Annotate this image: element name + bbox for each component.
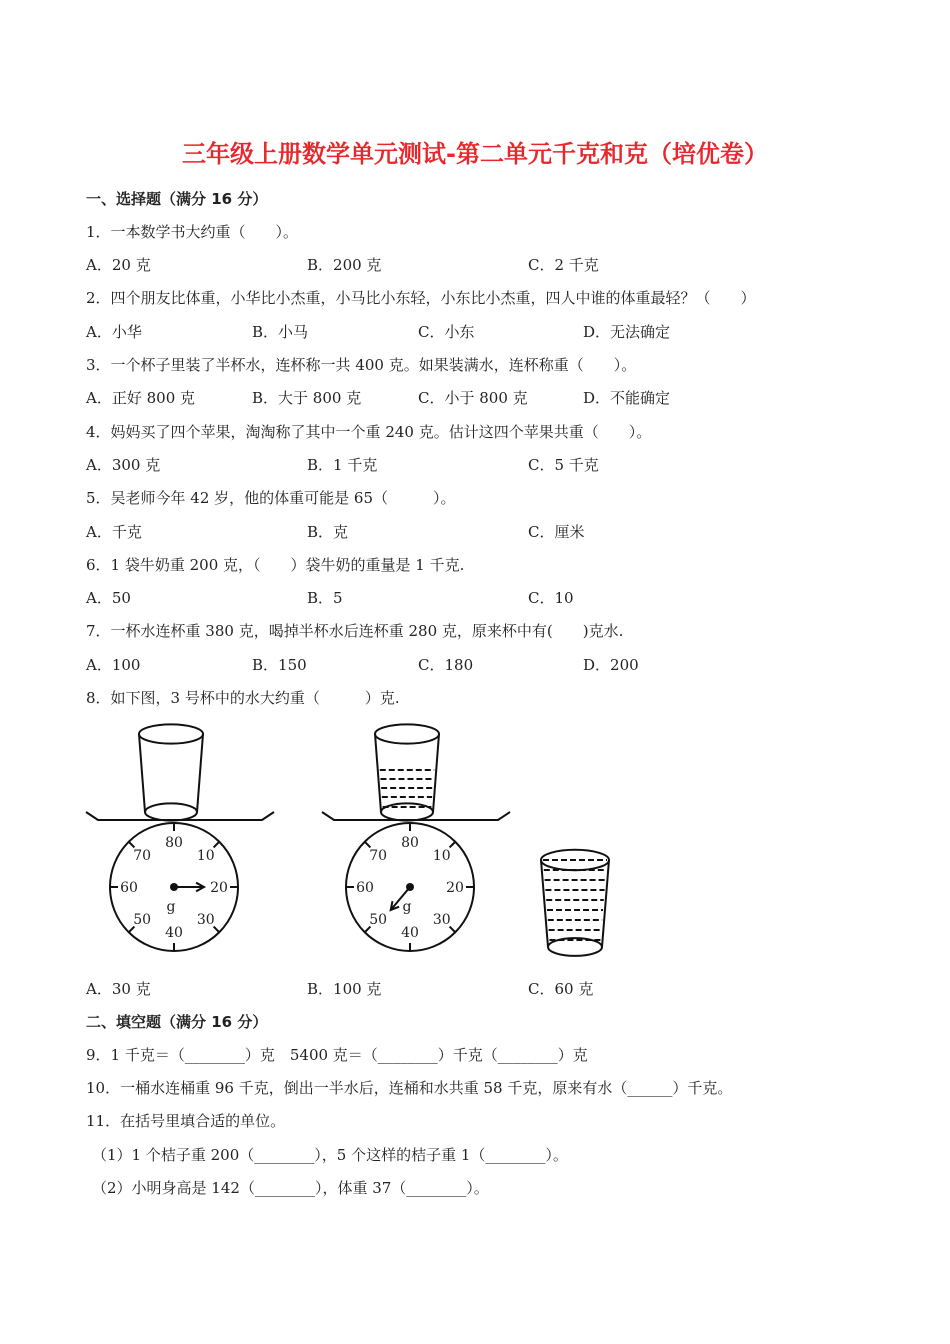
- dial-label: 60: [120, 880, 138, 896]
- dial-label: 80: [165, 835, 183, 851]
- section-heading-fill: 二、填空题（满分 16 分）: [86, 1013, 268, 1031]
- cup-base: [548, 938, 602, 956]
- question-7-option[interactable]: D．200: [583, 656, 639, 674]
- cup-side: [433, 734, 439, 812]
- cup-side: [375, 734, 381, 812]
- question-4: 4．妈妈买了四个苹果，淘淘称了其中一个重 240 克。估计这四个苹果共重（ ）。: [86, 423, 652, 441]
- dial-label: 30: [196, 911, 215, 928]
- dial-tick: [450, 842, 456, 848]
- cup-base: [381, 803, 433, 820]
- question-7: 7．一杯水连杯重 380 克，喝掉半杯水后连杯重 280 克，原来杯中有( )克水.: [86, 622, 624, 640]
- question-5-option[interactable]: C．厘米: [528, 523, 585, 541]
- question-4-option[interactable]: C．5 千克: [528, 456, 599, 474]
- dial-unit: g: [166, 899, 176, 915]
- question-2: 2．四个朋友比体重，小华比小杰重，小马比小东轻，小东比小杰重，四人中谁的体重最轻？（ ）: [86, 289, 756, 307]
- dial-label: 40: [165, 925, 183, 941]
- question-1-option[interactable]: B．200 克: [307, 256, 382, 274]
- fill-question-3: 11．在括号里填合适的单位。: [86, 1112, 286, 1130]
- fill-question-1: 9．1 千克＝（________）克 5400 克＝（________）千克（________）克: [86, 1046, 588, 1064]
- dial-tick: [214, 842, 220, 848]
- scale-1-empty-cup: [86, 812, 274, 951]
- page-title: 三年级上册数学单元测试-第二单元千克和克（培优卷）: [182, 140, 768, 168]
- dial-label: 70: [369, 848, 388, 865]
- dial-label: 80: [401, 835, 419, 851]
- dial-label: 10: [196, 848, 215, 865]
- cup: [139, 724, 203, 820]
- dial-tick: [129, 842, 135, 848]
- question-5: 5．吴老师今年 42 岁，他的体重可能是 65（ ）。: [86, 489, 456, 507]
- question-6-option[interactable]: C．10: [528, 589, 574, 607]
- question-3-option[interactable]: A．正好 800 克: [86, 389, 195, 407]
- section-heading-choice: 一、选择题（满分 16 分）: [86, 190, 268, 208]
- question-6: 6．1 袋牛奶重 200 克，（ ）袋牛奶的重量是 1 千克.: [86, 556, 465, 574]
- cup-side: [541, 860, 548, 947]
- cup: [375, 724, 439, 820]
- question-5-option[interactable]: B．克: [307, 523, 349, 541]
- dial-label: 30: [432, 911, 451, 928]
- question-1-option[interactable]: A．20 克: [86, 256, 151, 274]
- cup-side: [197, 734, 203, 812]
- dial-label: 10: [432, 848, 451, 865]
- question-8-figure: [0, 715, 950, 965]
- question-2-option[interactable]: D．无法确定: [583, 323, 671, 341]
- dial-label: 70: [133, 848, 152, 865]
- question-8-option[interactable]: A．30 克: [86, 980, 151, 998]
- question-5-option[interactable]: A．千克: [86, 523, 142, 541]
- cup-rim: [375, 724, 439, 743]
- question-3-option[interactable]: D．不能确定: [583, 389, 671, 407]
- fill-question-5: （2）小明身高是 142（________），体重 37（________）。: [92, 1179, 489, 1197]
- dial-label: 60: [356, 880, 374, 896]
- dial-unit: g: [402, 899, 412, 915]
- cup-3: [541, 850, 609, 956]
- question-6-option[interactable]: B．5: [307, 589, 343, 607]
- question-3: 3．一个杯子里装了半杯水，连杯称一共 400 克。如果装满水，连杯称重（ ）。: [86, 356, 637, 374]
- question-7-option[interactable]: C．180: [418, 656, 474, 674]
- cup-rim: [139, 724, 203, 743]
- dial-label: 50: [369, 911, 388, 928]
- question-4-option[interactable]: A．300 克: [86, 456, 161, 474]
- dial-label: 40: [401, 925, 419, 941]
- question-2-option[interactable]: B．小马: [252, 323, 309, 341]
- question-8-option[interactable]: C．60 克: [528, 980, 594, 998]
- question-6-option[interactable]: A．50: [86, 589, 131, 607]
- cup-side: [602, 860, 609, 947]
- fill-question-2: 10．一桶水连桶重 96 千克，倒出一半水后，连桶和水共重 58 千克，原来有水（______）千克。: [86, 1079, 733, 1097]
- fill-question-4: （1）1 个桔子重 200（________），5 个这样的桔子重 1（________）。: [92, 1146, 568, 1164]
- scale-2-cup-with-water: [322, 812, 510, 951]
- question-7-option[interactable]: A．100: [86, 656, 141, 674]
- question-2-option[interactable]: C．小东: [418, 323, 475, 341]
- dial-tick: [365, 842, 371, 848]
- dial-label: 50: [133, 911, 152, 928]
- question-2-option[interactable]: A．小华: [86, 323, 142, 341]
- cup-side: [139, 734, 145, 812]
- dial-label: 20: [210, 880, 228, 896]
- question-3-option[interactable]: C．小于 800 克: [418, 389, 528, 407]
- dial-label: 20: [446, 880, 464, 896]
- question-8: 8．如下图，3 号杯中的水大约重（ ）克.: [86, 689, 400, 707]
- cup-base: [145, 803, 197, 820]
- question-1: 1．一本数学书大约重（ ）。: [86, 223, 299, 241]
- question-7-option[interactable]: B．150: [252, 656, 307, 674]
- question-4-option[interactable]: B．1 千克: [307, 456, 378, 474]
- question-1-option[interactable]: C．2 千克: [528, 256, 599, 274]
- question-3-option[interactable]: B．大于 800 克: [252, 389, 362, 407]
- question-8-option[interactable]: B．100 克: [307, 980, 382, 998]
- scale-tray: [86, 812, 274, 820]
- scale-tray: [322, 812, 510, 820]
